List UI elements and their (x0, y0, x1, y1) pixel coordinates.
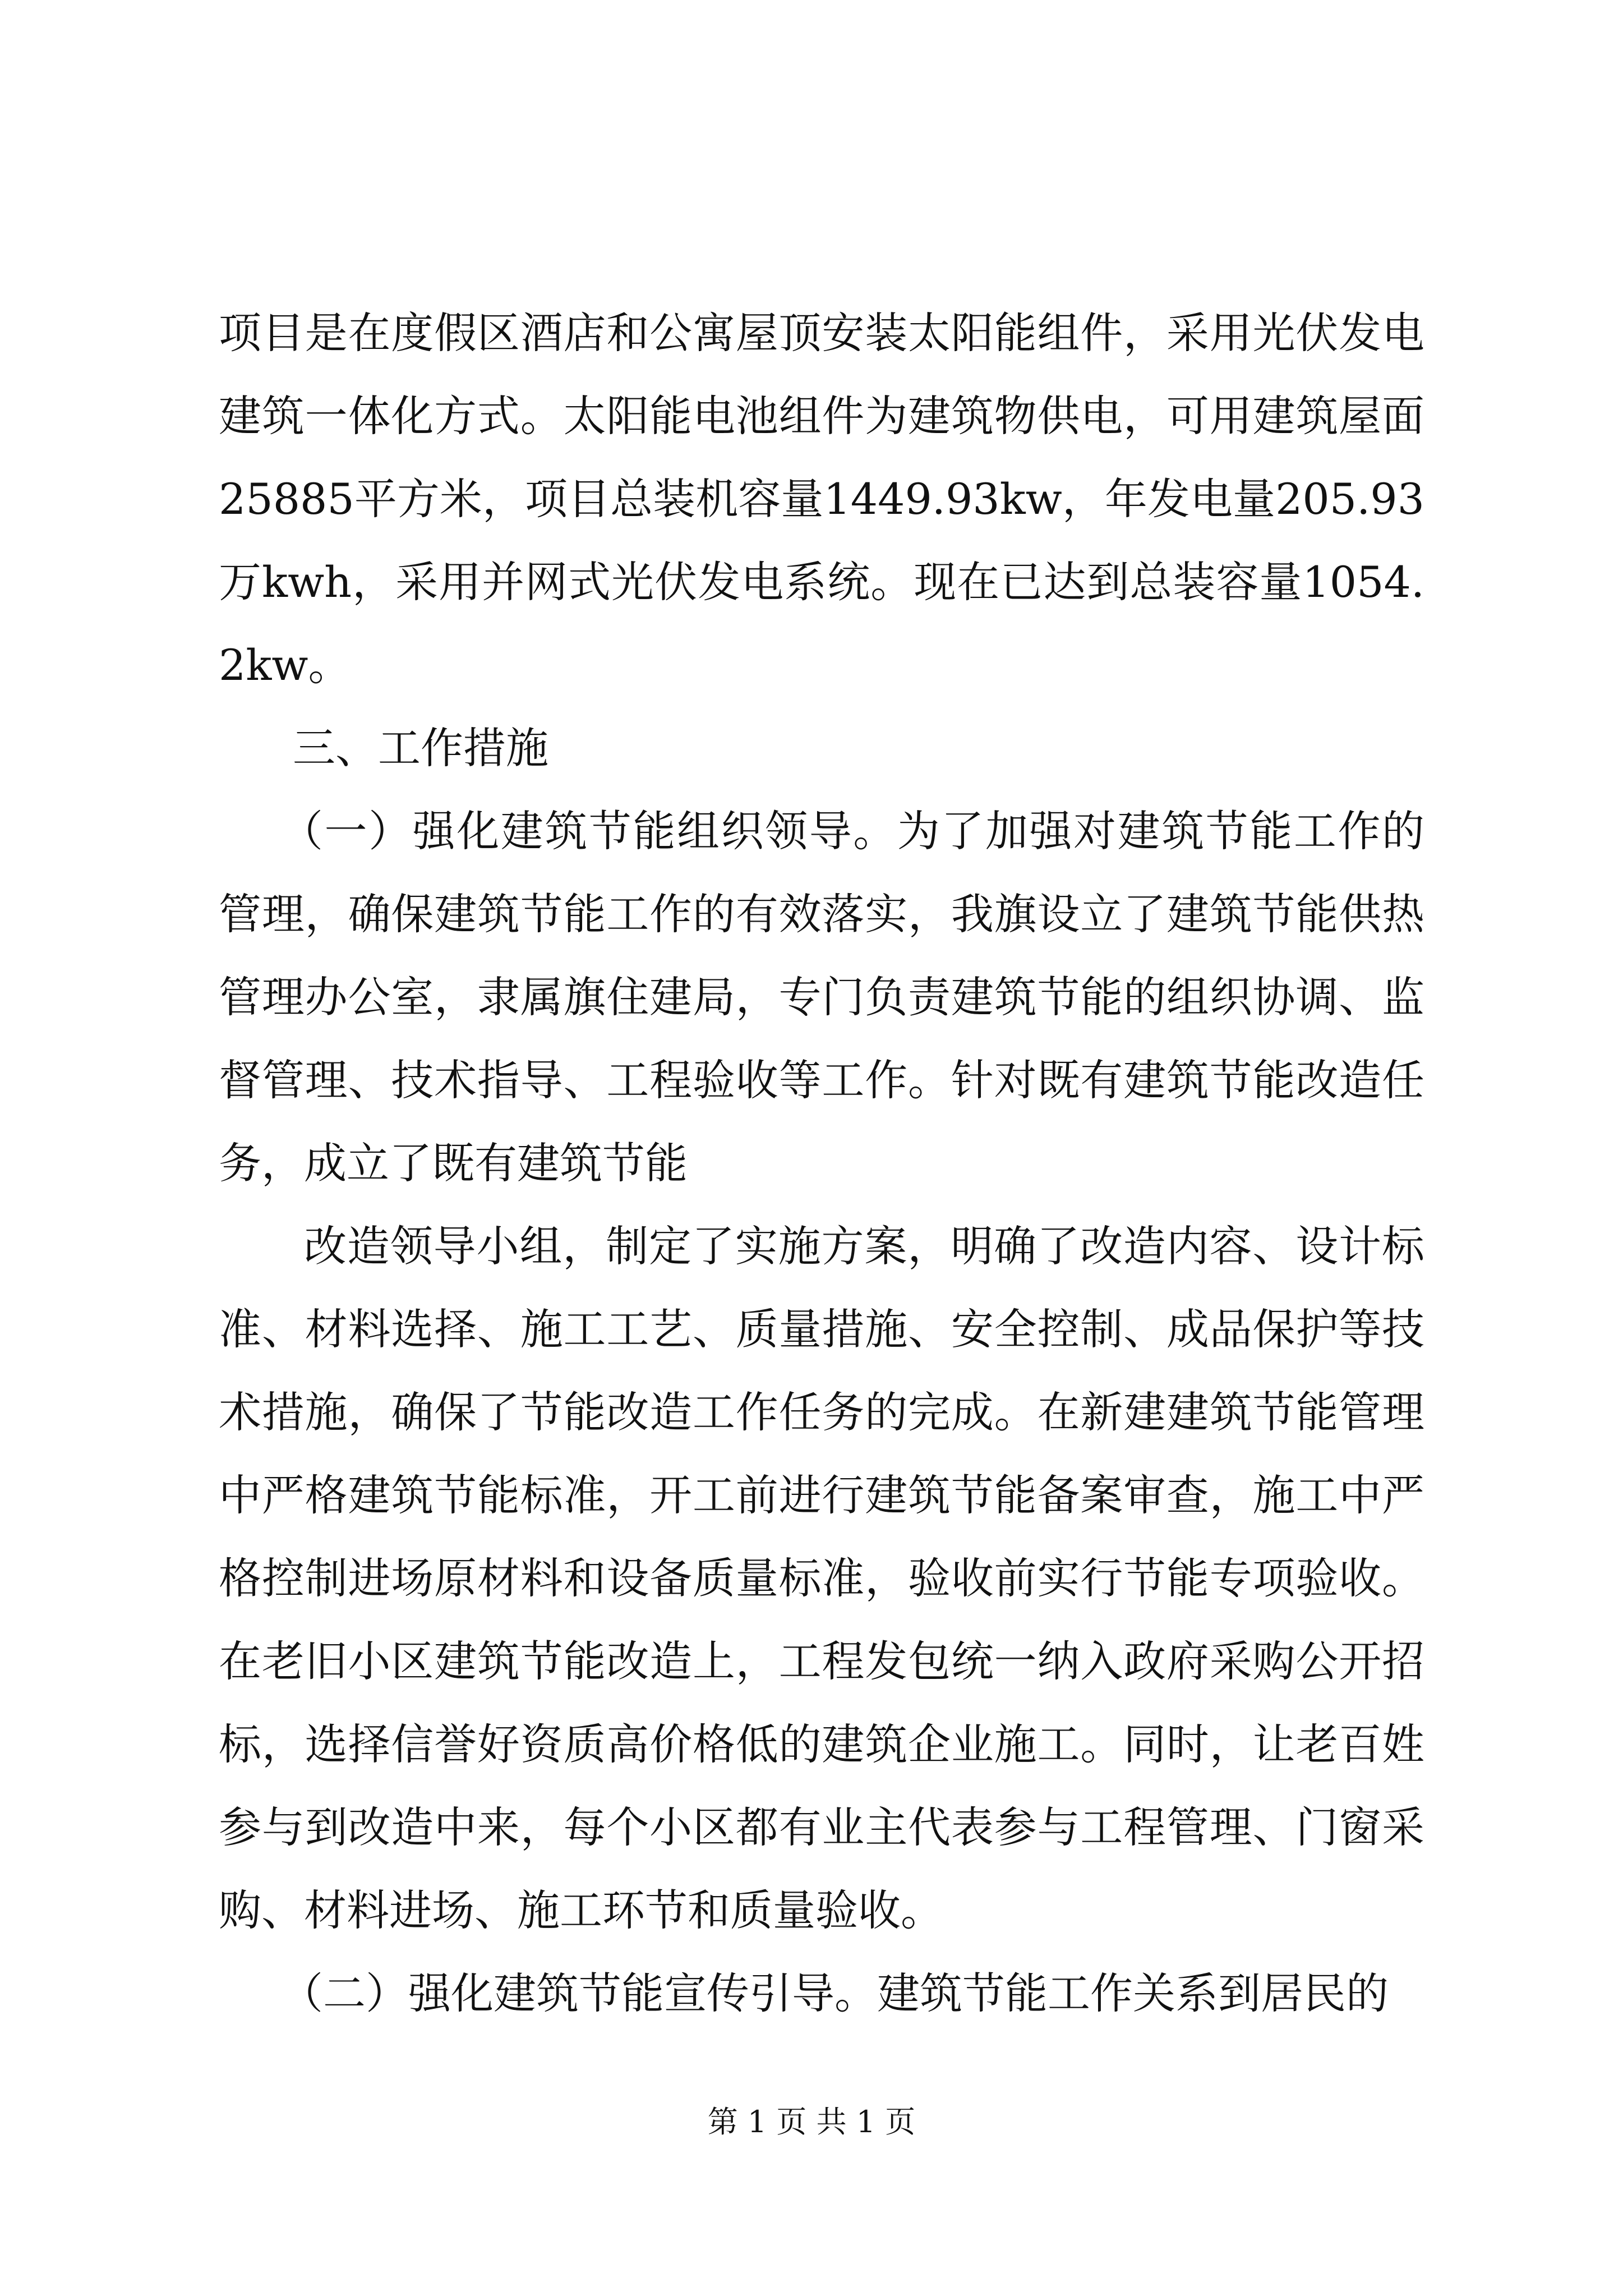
document-body (219, 292, 1424, 2035)
paragraph-renovation-group: 改造领导小组，制定了实施方案，明确了改造内容、设计标准、材料选择、施工工艺、质量措施、安全控制、成品保护等技术措施，确保了节能改造工作任务的完成。在新建建筑节能管理中严格建筑节能标准，开工前进行建筑节能备案审查，施工中严格控制进场原材料和设备质量标准，验收前实行节能专项验收。在老旧小区建筑节能改造上，工程发包统一纳入政府采购公开招标，选择信誉好资质高价格低的建筑企业施工。同时，让老百姓参与到改造中来，每个小区都有业主代表参与工程管理、门窗采购、材料进场、施工环节和质量验收。 (219, 1221, 1424, 1935)
paragraph-publicity-guidance: （二）强化建筑节能宣传引导。建筑节能工作关系到居民的 (280, 1968, 1389, 2018)
page-number-footer: 第 1 页 共 1 页 (707, 2104, 916, 2139)
paragraph-organization-leadership: （一）强化建筑节能组织领导。为了加强对建筑节能工作的管理，确保建筑节能工作的有效落实，我旗设立了建筑节能供热管理办公室，隶属旗住建局，专门负责建筑节能的组织协调、监督管理、技术指导、工程验收等工作。针对既有建筑节能改造任务，成立了既有建筑节能 (219, 806, 1424, 1188)
paragraph-project-description: 项目是在度假区酒店和公寓屋顶安装太阳能组件，采用光伏发电建筑一体化方式。太阳能电池组件为建筑物供电，可用建筑屋面25885平方米，项目总装机容量1449.93kw，年发电量205.93万kwh，采用并网式光伏发电系统。现在已达到总装容量1054.2kw。 (219, 308, 1424, 690)
section-heading-work-measures: 三、工作措施 (293, 723, 548, 773)
